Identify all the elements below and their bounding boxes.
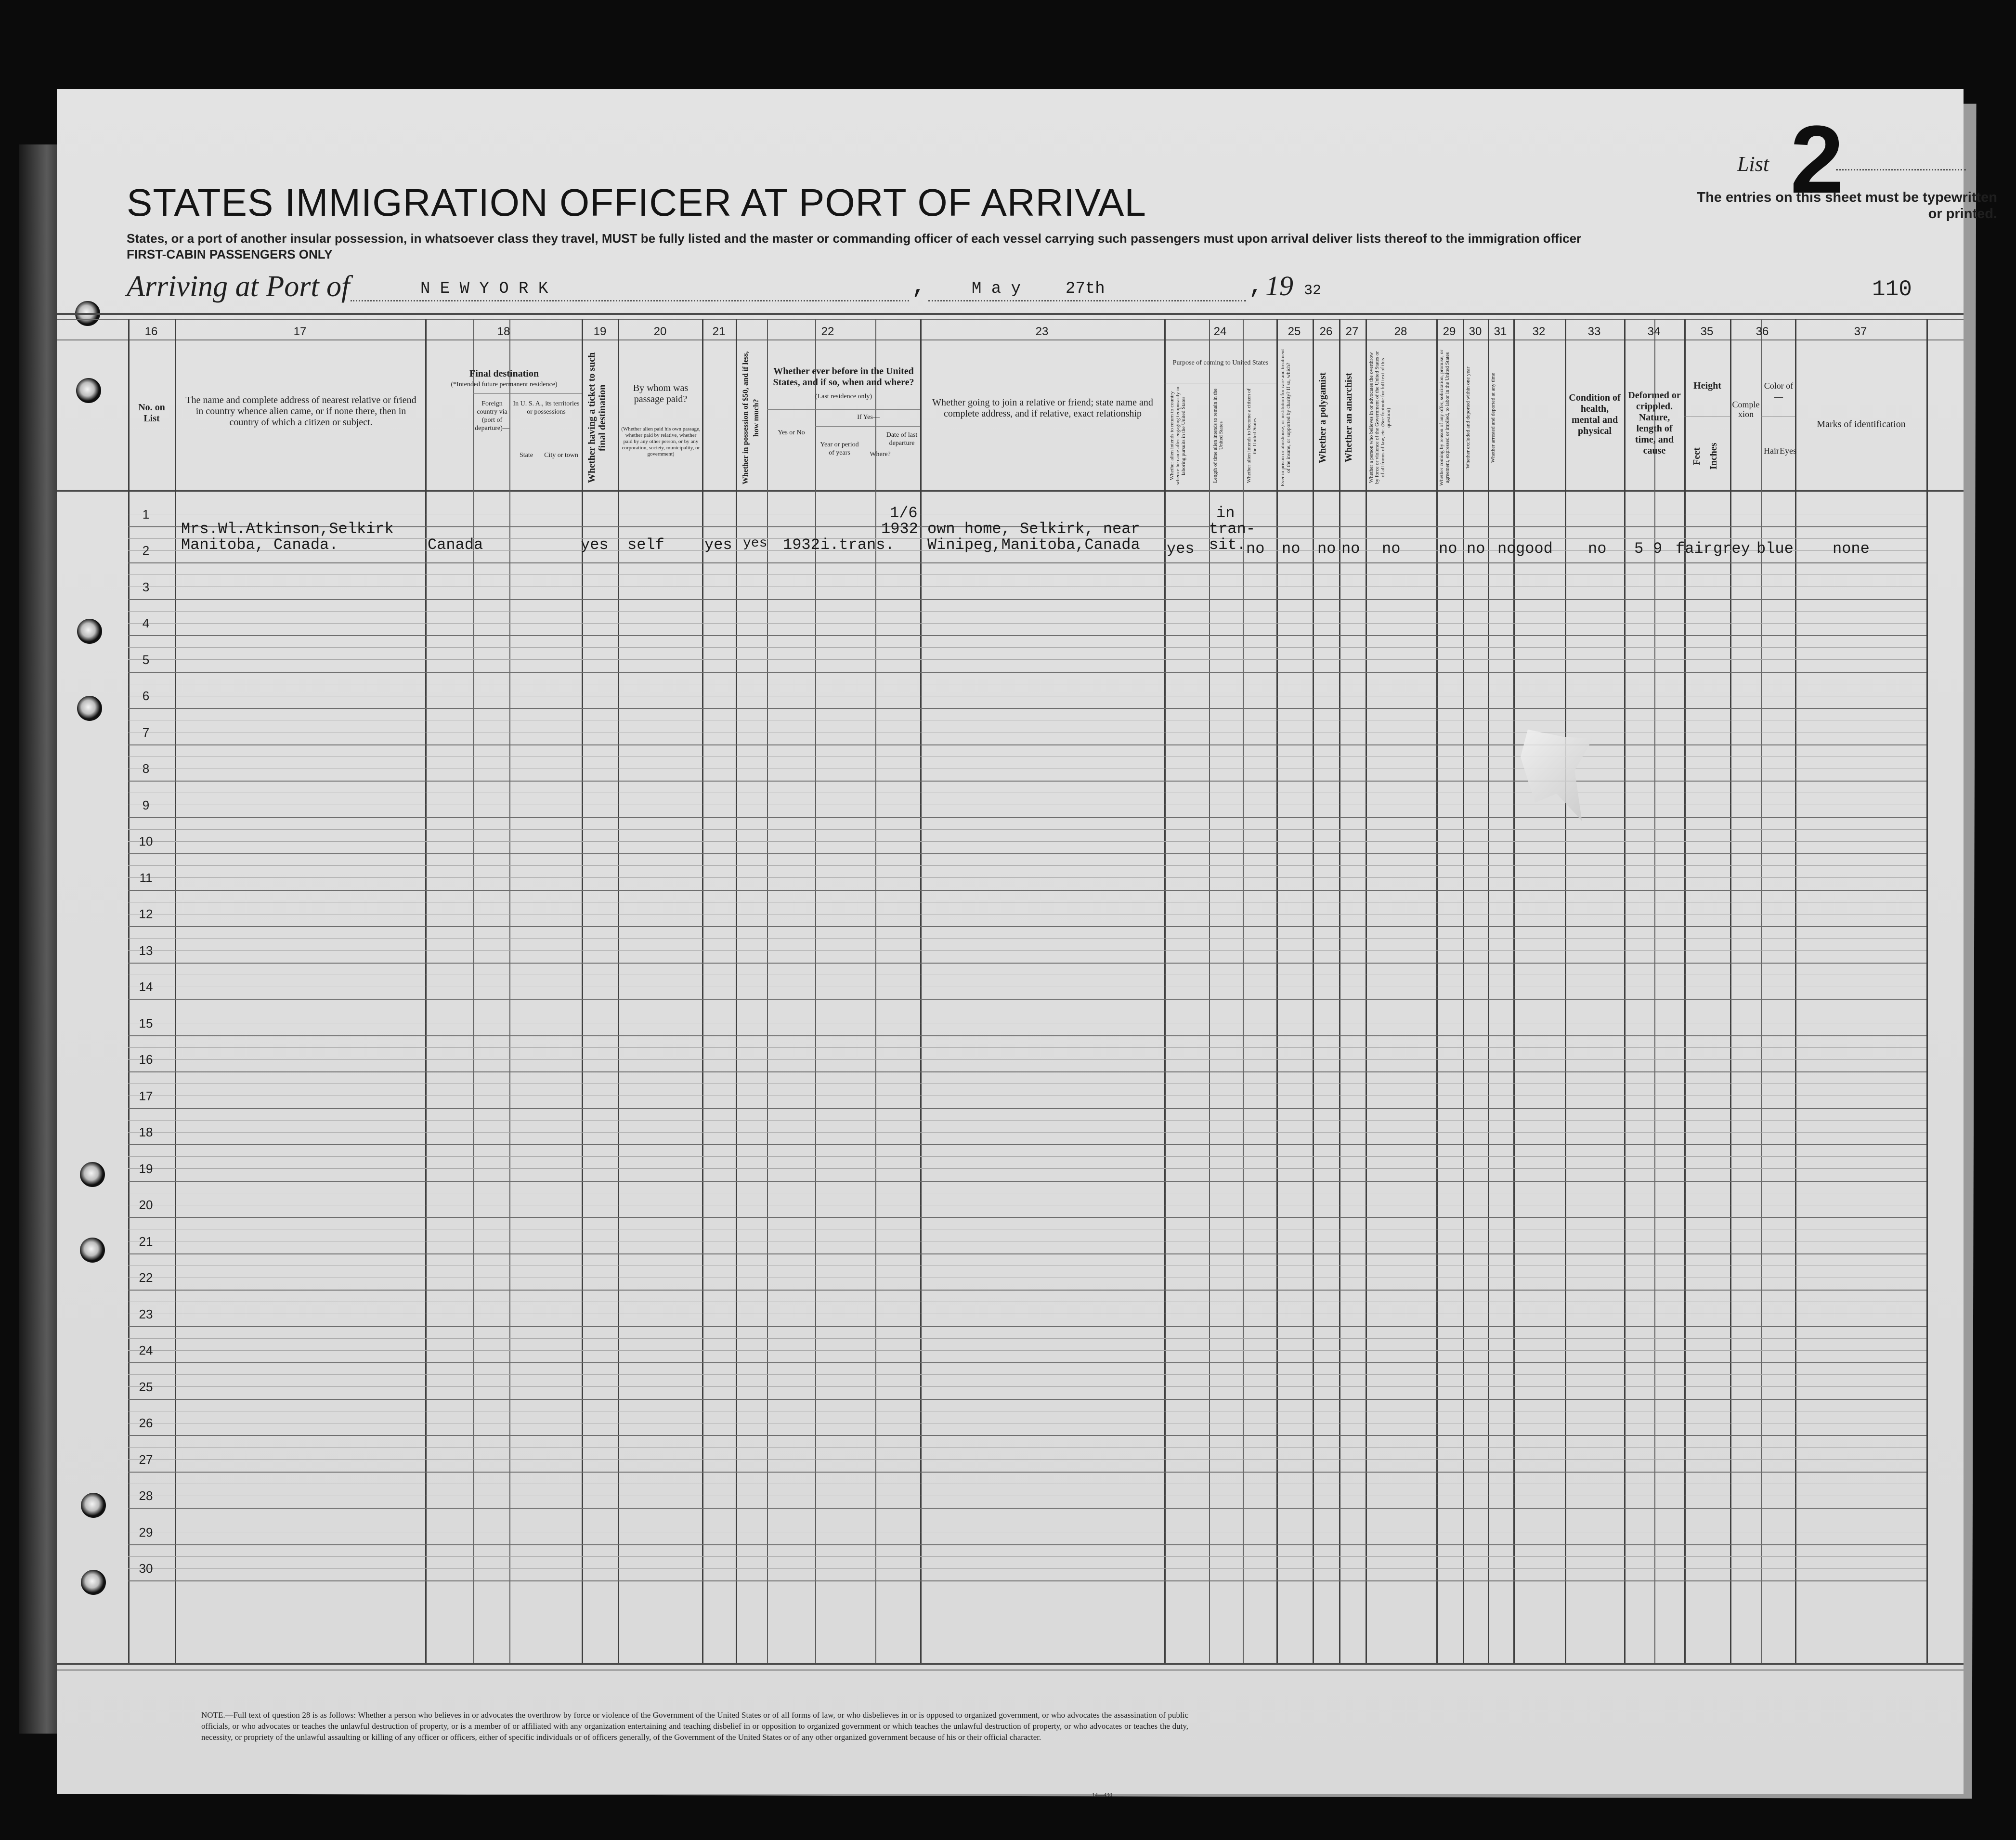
row-number: 11 [139,870,153,885]
row-number: 20 [139,1198,153,1212]
row-line [128,999,1926,1000]
colnum: 24 [1213,325,1227,338]
header-return: Whether alien intends to return to country whence he came after engaging temporarily in laboring pursuits in the United States [1169,387,1186,485]
entry-deformed: no [1588,540,1607,558]
day-value: 27th [1066,280,1105,298]
row-number: 29 [139,1525,153,1540]
row-line [128,562,1926,563]
header-ticket: Whether having a ticket to such final destination [586,352,608,483]
header-height: Height [1693,380,1721,391]
passenger-class: FIRST-CABIN PASSENGERS ONLY [127,247,333,261]
header-excluded: Whether excluded and deported within one year [1465,366,1471,469]
colnum: 21 [712,325,726,338]
header-foreign-country: Foreign country via (port of departure)— [475,400,509,432]
row-number: 10 [139,834,153,848]
punch-hole [76,378,101,403]
entry-relative-line1: Mrs.Wl.Atkinson,Selkirk [181,520,394,538]
entry-complexion: fair [1676,540,1713,558]
year-prefix: 19 [1265,270,1293,301]
entry-anarchist: no [1341,540,1360,558]
row-line [128,1290,1926,1291]
row-number: 25 [139,1379,153,1394]
row-line [128,817,1926,818]
row-subline [128,1386,1926,1387]
row-number: 1 [142,507,150,522]
form-title: STATES IMMIGRATION OFFICER AT PORT OF ARRIVAL [127,181,1146,224]
entry-labor-offer: no [1439,540,1457,558]
entry-last-departure-line2: 1932 [881,520,918,538]
row-subline [128,1083,1926,1084]
row-line [128,1108,1926,1109]
paper-tear [1521,730,1593,821]
row-line [128,1544,1926,1545]
header-health: Condition of health, mental and physical [1569,392,1621,436]
colnum: 37 [1854,325,1867,338]
row-line [128,672,1926,673]
row-subline [128,1156,1926,1157]
row-number: 12 [139,907,153,921]
header-nearest-relative: The name and complete address of nearest relative or friend in country whence alien came, or if none there, then in country of which a citizen or subject. [185,395,416,428]
colnum: 31 [1494,325,1507,338]
row-number: 7 [142,725,150,740]
row-number: 30 [139,1561,153,1576]
row-subline [128,659,1926,660]
colnum: 35 [1700,325,1714,338]
entry-relative-line2: Manitoba, Canada. [181,536,338,554]
year-suffix: 32 [1304,283,1322,299]
entry-become-citizen: no [1246,540,1265,558]
row-line [128,781,1926,782]
row-line [128,1580,1926,1581]
row-number: 3 [142,579,150,594]
row-number: 8 [142,761,150,776]
row-subline [128,1568,1926,1569]
entry-foreign-country: Canada [428,536,483,554]
row-subline [128,1047,1926,1048]
entry-feet: 5 [1634,540,1644,558]
row-number: 24 [139,1343,153,1357]
entry-before-in-us: yes [743,536,767,551]
row-line [128,1326,1926,1327]
row-subline [128,611,1926,612]
entry-inches: 9 [1653,540,1663,558]
row-line [128,1181,1926,1182]
header-passage-paid-note: (Whether alien paid his own passage, whether paid by relative, whether paid by any other person, or by any corporation, society, municipality, or government) [621,426,701,457]
entry-polygamist: no [1317,540,1336,558]
header-overthrow: Whether a person who believes in or advocates the overthrow by force or violence of the Government of the United States or of all forms of law, etc. (See footnote for full text of this question) [1368,351,1392,484]
row-subline [128,841,1926,842]
row-number: 2 [142,543,150,558]
entry-joining-line1: own home, Selkirk, near [927,520,1140,538]
header-deported: Whether arrested and deported at any time [1490,373,1496,463]
entry-length-line3: sit. [1209,536,1246,554]
colnum: 18 [497,325,510,338]
entry-passage-paid: self [627,536,664,554]
row-subline [128,1459,1926,1460]
row-number: 21 [139,1234,153,1249]
list-number: 2 [1790,106,1844,213]
header-fifty-dollars: Whether in possession of $50, and if less, how much? [741,351,760,484]
header-hair: Hair [1764,446,1779,456]
colnum: 16 [144,325,158,338]
page-number: 110 [1872,277,1912,302]
row-subline [128,1338,1926,1339]
header-prison: Ever in prison or almshouse, or institution for care and treatment of the insane, or supported by charity? If so, which? [1280,349,1291,486]
entry-deported: no [1497,540,1516,558]
row-subline [128,1556,1926,1557]
header-become-citizen: Whether alien intends to become a citizen of the United States [1246,388,1258,483]
colnum: 23 [1035,325,1049,338]
header-purpose: Purpose of coming to United States [1172,359,1269,366]
header-length-stay: Length of time alien intends to remain in the United States [1212,388,1224,483]
row-number: 4 [142,616,150,630]
colnum: 22 [821,325,834,338]
row-line [128,635,1926,636]
entry-eyes: blue [1756,540,1794,558]
row-line [128,1435,1926,1436]
header-deformed: Deformed or crippled. Nature, length of time, and cause [1628,390,1681,456]
list-number-line [1836,169,1966,170]
typewritten-instruction: The entries on this sheet must be typewritten or printed. [1697,190,1997,222]
header-in-usa: In U. S. A., its territories or possessions [513,400,580,416]
row-number: 5 [142,652,150,667]
header-anarchist: Whether an anarchist [1343,373,1354,463]
row-number: 13 [139,943,153,958]
colnum: 19 [593,325,607,338]
colnum: 30 [1469,325,1482,338]
header-joining-relative: Whether going to join a relative or friend; state name and complete address, and if relative, exact relationship [932,397,1153,419]
header-complexion: Complexion [1732,400,1760,419]
row-number: 27 [139,1452,153,1467]
entry-length-line1: in [1216,504,1235,522]
colnum: 36 [1756,325,1769,338]
colnum: 17 [293,325,307,338]
port-line [351,300,909,301]
footnote: NOTE.—Full text of question 28 is as follows: Whether a person who believes in or advocates the overthrow by force or violence of the Government of the United States or of all forms of law, or who disbelieves in or is opposed to organized government, or who advocates the assassination of public officials, or who advocates or teaches the unlawful destruction of property, or is a member of or affiliated with any organization entertaining and teaching disbelief in or opposition to organized government or which teaches the unlawful destruction of property, or who advocates or teaches the duty, necessity, or propriety of the unlawful assaulting or killing of any officer or officers, either of specific individuals or of officers generally, of the Government of the United States or of any other organized government because of his or their official character. [201,1710,1188,1742]
row-line [128,708,1926,709]
header-marks: Marks of identification [1817,419,1906,430]
entry-marks: none [1833,540,1870,558]
header-final-destination-note: (*Intended future permanent residence) [451,381,558,388]
row-subline [128,1350,1926,1351]
date-line [928,300,1246,301]
row-line [128,890,1926,891]
list-label: List [1737,152,1769,176]
arriving-label: Arriving at Port of [127,270,350,303]
entry-before-where: i.trans. [820,536,895,554]
entry-before-year: 1932 [783,536,820,554]
entry-excluded: no [1467,540,1485,558]
row-subline [128,938,1926,939]
row-number: 6 [142,689,150,703]
row-number: 17 [139,1088,153,1103]
colnum: 33 [1587,325,1601,338]
row-number: 22 [139,1270,153,1285]
header-last-departure: Date of last departure [886,431,918,447]
colnum: 25 [1288,325,1301,338]
row-line [128,744,1926,745]
row-line [128,1071,1926,1072]
entry-health: good [1516,540,1553,558]
table-top-rule [57,313,1964,315]
row-subline [128,623,1926,624]
header-final-destination: Final destination [469,368,539,379]
entry-length-line2: tran- [1209,520,1256,538]
entry-ticket: yes [581,536,609,554]
header-yes-no: Yes or No [778,429,805,436]
entry-purpose-return: yes [1167,540,1195,558]
header-eyes: Eyes [1780,446,1796,456]
entry-has-50: yes [704,536,732,554]
row-number: 23 [139,1306,153,1321]
row-subline [128,1374,1926,1375]
row-line [128,1035,1926,1036]
column-number-rule [57,339,1964,340]
header-no-on-list: No. on List [138,402,165,424]
header-polygamist: Whether a polygamist [1317,372,1328,463]
header-labor-offer: Whether coming by reason of any offer, solicitation, promise, or agreement, expressed or implied, to labor in the United States [1439,350,1450,486]
row-subline [128,865,1926,866]
punch-hole [81,1570,106,1595]
colnum: 26 [1319,325,1333,338]
row-subline [128,877,1926,878]
port-value: N E W Y O R K [420,280,548,298]
colnum: 27 [1345,325,1359,338]
punch-hole [77,619,102,644]
form-subtitle: States, or a port of another insular possession, in whatsoever class they travel, MUST be fully listed and the master or commanding officer of each vessel carrying such passengers must upon arrival deliver lists thereof to the immigration officer [127,231,1582,246]
entry-overthrow: no [1382,540,1401,558]
colnum: 34 [1647,325,1661,338]
entry-prison: no [1282,540,1301,558]
header-color: Color of— [1764,381,1794,402]
header-bottom-rule [57,490,1964,492]
form-code: 14—430 [1092,1791,1112,1798]
colnum: 29 [1443,325,1456,338]
punch-hole [81,1493,106,1518]
row-subline [128,1120,1926,1121]
row-number: 15 [139,1016,153,1031]
row-subline [128,829,1926,830]
row-number: 28 [139,1488,153,1503]
header-before-note: (Last residence only) [815,393,872,400]
entry-last-departure-line1: 1/6 [890,504,918,522]
punch-hole [80,1238,105,1263]
punch-hole [80,1162,105,1187]
manifest-sheet: STATES IMMIGRATION OFFICER AT PORT OF ARRIVAL States, or a port of another insular possession, in whatsoever class they travel, MUST be fully listed and the master or commanding officer of each vessel carrying such passengers must upon arrival deliver lists thereof to the immigration officer FIRST-CABIN PASSENGERS ONLY List 2 The entries on this sheet must be typewritten or printed. Arriving at Port of N E W Y O R K , M a y 27th , 19 32 110 16 17 18 19 20 21 22 23 24 25 26 27 28 29 30 31 32 33 34 35 36 37 No. on List The name and complete address of nearest relative or friend in country whence alien came, or if none there, then in country of which a citizen or subject. Final destination (*Intended future permanent residence) Foreign country via (port of departure)— In U. S. A., its territories or possessions State City or town Whether having a ticket to such final destination By whom was passage paid? (Whether alien paid his own passage, whether paid by relative, whether paid by any other person, or by any corporation, society, municipality, or government) Whether in possession of $50, and if less, how much? Whether ever before in the United States, and if so, when and where? (Last residence only) If Yes— Yes or No Year or period of years Where? Date of last departure Whether going to join a relative or friend; state name and complete address, and if relative, exact relationship Purpose of coming to United States Whether alien intends to return to country whence he came after engaging temporarily in laboring pursuits in the United States Length of time alien intends to remain in the United States Whether alien intends to become a citizen of the United States Ever in prison or almshouse, or institution for care and treatment of the insane, or supported by charity? If so, which? Whether a polygamist Whether an anarchist Whether a person who believes in or advocates the overthrow by force or violence of the Government of the United States or of all forms of law, etc. (See footnote for full text of this question) Whether coming by reason of any offer, solicitation, promise, or agreement, expressed or implied, to labor in the United States Whether excluded and deported within one year Whether arrested and deported at any time Condition of health, mental and physical Deformed or crippled. Nature, length of time, and cause Height Feet Inches Complexion Color of— Hair Eyes Marks of identification 1 2 3 4 5 6 7 8 9 10 11 12 13 14 15 16 17 18 19 20 21 22 23 24 25 26 27 28 29 30 Mrs.Wl.Atkinson,Selkirk Manitoba, Canada. Canada yes self yes yes 1932 i.trans. 1/6 1932 own home, Selkirk, near Winipeg,Manitoba,Canada yes in tran- sit. no no no no no no no no good no 5 9 fair grey blue none NOTE.—Full text of question 28 is as follows: Whether a person who believes in or advocates the overthrow by force or violence of the Government of the United States or of all forms of law, or who disbelieves in or is opposed to organized government, or who advocates the assassination of public officials, or who advocates or teaches the unlawful destruction of property, or is a member of or affiliated with any organization entertaining and teaching disbelief in or opposition to organized government or which teaches the unlawful destruction of property, or who advocates or teaches the duty, necessity, or propriety of the unlawful assaulting or killing of any officer or officers, either of specific individuals or of officers generally, of the Government of the United States or of any other organized government because of his or their official character. 14—430 [57,89,1964,1794]
row-number: 26 [139,1416,153,1430]
colnum: 32 [1532,325,1546,338]
row-number: 16 [139,1052,153,1067]
row-number: 9 [142,797,150,812]
header-where: Where? [870,451,891,458]
row-number: 19 [139,1161,153,1176]
entry-hair: grey [1713,540,1750,558]
row-line [128,1508,1926,1509]
row-line [128,1217,1926,1218]
entry-joining-line2: Winipeg,Manitoba,Canada [927,536,1140,554]
colnum: 28 [1394,325,1407,338]
colnum: 20 [653,325,667,338]
row-line [128,853,1926,854]
row-subline [128,1447,1926,1448]
row-subline [128,1132,1926,1133]
header-city: City or town [544,452,578,459]
row-number: 14 [139,979,153,994]
header-passage-paid: By whom was passage paid? [633,383,689,405]
header-year: Year or period of years [820,441,859,457]
table-bottom-rule [57,1663,1964,1665]
header-inches: Inches [1708,443,1719,470]
row-number: 18 [139,1125,153,1139]
header-state: State [520,452,533,459]
row-line [128,1472,1926,1473]
row-subline [128,1059,1926,1060]
row-subline [128,1168,1926,1169]
row-subline [128,647,1926,648]
row-line [128,926,1926,927]
row-line [128,1144,1926,1145]
header-feet: Feet [1691,447,1702,465]
row-line [128,599,1926,600]
month-value: M a y [972,280,1021,298]
row-line [128,1362,1926,1363]
punch-hole [77,696,102,721]
row-line [128,1399,1926,1400]
row-subline [128,574,1926,575]
row-line [128,963,1926,964]
row-subline [128,950,1926,951]
row-line [128,1253,1926,1254]
header-if-yes: If Yes— [857,414,880,421]
header-before-in-us: Whether ever before in the United States, and if so, when and where? [773,366,914,388]
